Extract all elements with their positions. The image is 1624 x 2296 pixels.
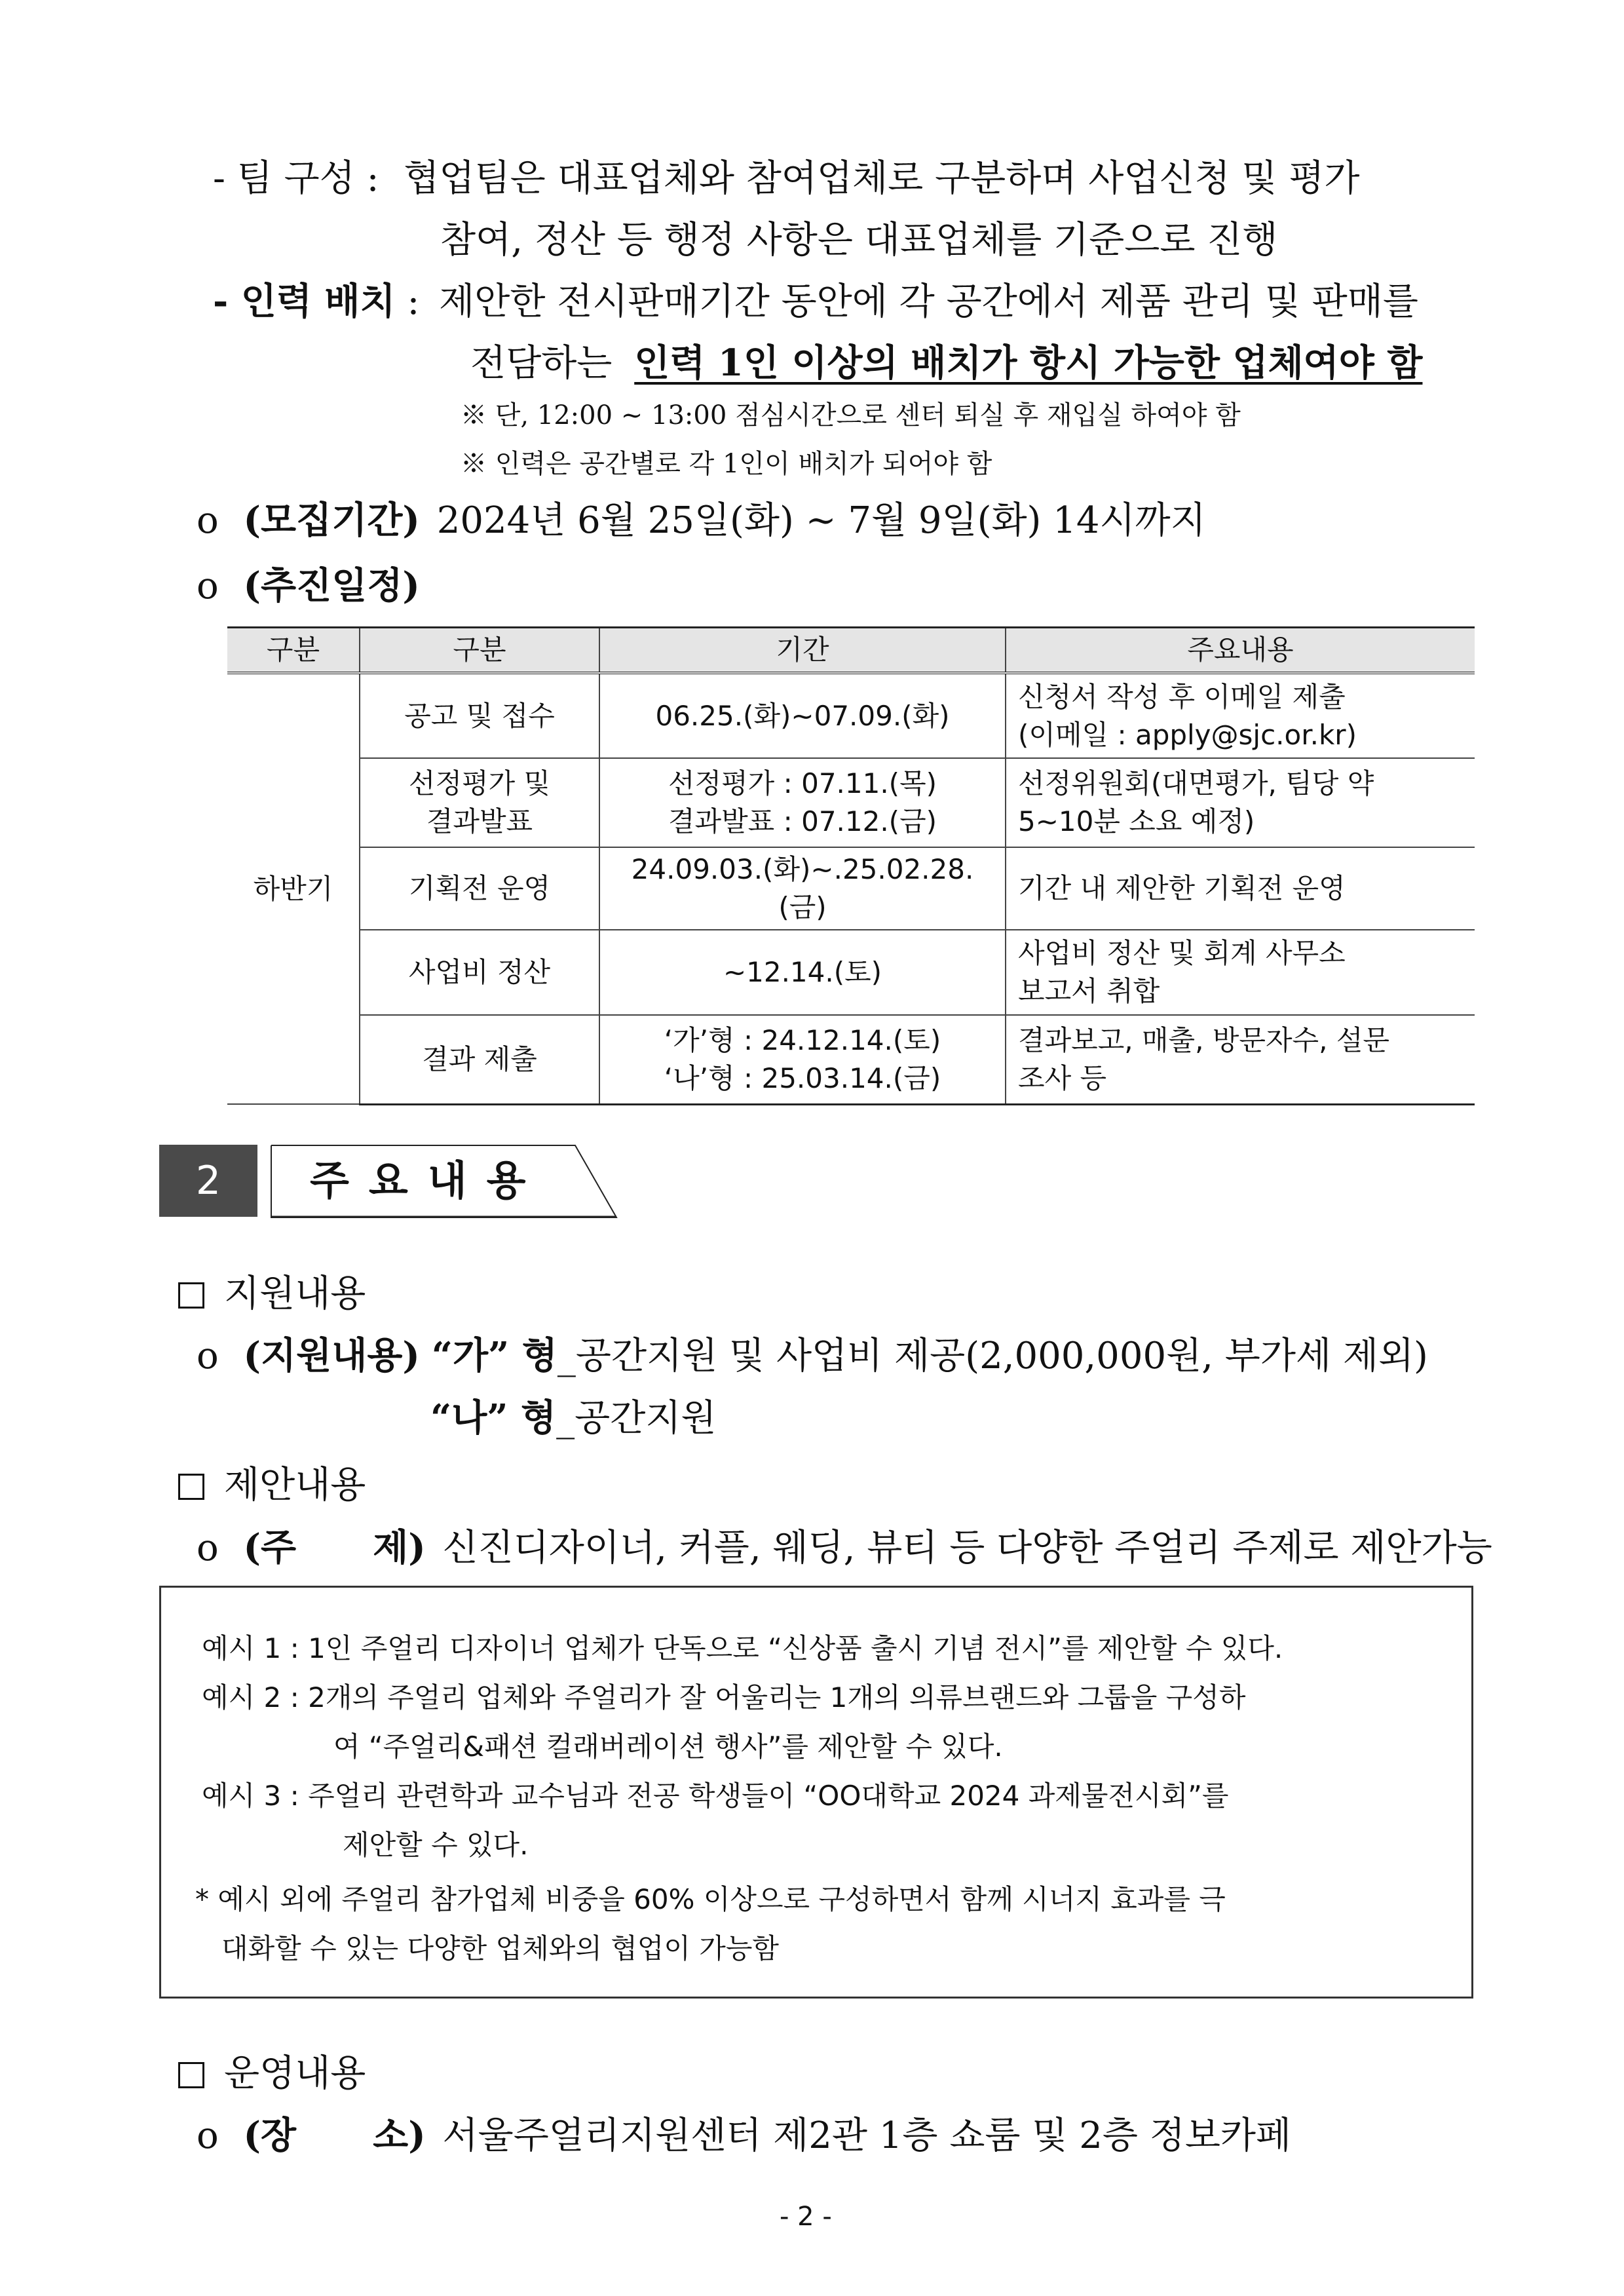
operation-label: (장 소) — [243, 2114, 426, 2157]
staff-colon: : — [407, 280, 420, 323]
operation-heading — [178, 2044, 366, 2097]
row-name-text: 선정평가 및 — [408, 767, 551, 799]
row-date — [599, 758, 1006, 847]
row-content-text: 조사 등 — [1018, 1062, 1107, 1094]
staff-placement-line2 — [470, 334, 1422, 387]
row-content-text: (이메일 : apply@sjc.or.kr) — [1018, 718, 1357, 751]
row-date-text: 06.25.(화)~07.09.(화) — [655, 699, 950, 732]
row-name — [360, 930, 599, 1015]
team-text-line2: 참여, 정산 등 행정 사항은 대표업체를 기준으로 진행 — [440, 219, 1278, 261]
bullet: o — [197, 1335, 219, 1377]
support-line-a — [197, 1327, 1428, 1379]
support-type-b: “나” 형 — [430, 1396, 557, 1440]
support-line-b — [430, 1389, 717, 1442]
operation-heading-text: 운영내용 — [224, 2052, 366, 2095]
table-row — [227, 930, 1475, 1015]
row-date — [599, 673, 1006, 758]
row-date — [599, 847, 1006, 930]
operation-line — [197, 2107, 1291, 2159]
row-date — [599, 1015, 1006, 1104]
row-name-text: 사업비 정산 — [408, 956, 551, 988]
example-1: 예시 1 : 1인 주얼리 디자이너 업체가 단독으로 “신상품 출시 기념 전시”를 제안할 수 있다. — [202, 1632, 1283, 1664]
row-name-text: 공고 및 접수 — [404, 699, 555, 732]
row-name — [360, 847, 599, 930]
page-number: - 2 - — [780, 2202, 832, 2232]
schedule-heading — [197, 557, 420, 609]
support-text-b: _공간지원 — [556, 1397, 717, 1440]
example-2-line2: 여 “주얼리&패션 컬래버레이션 행사”를 제안할 수 있다. — [333, 1731, 1003, 1763]
table-row — [227, 673, 1475, 758]
row-content-text: 5~10분 소요 예정) — [1018, 805, 1255, 837]
staff-line2-prefix: 전담하는 — [470, 342, 613, 385]
row-content-text: 결과보고, 매출, 방문자수, 설문 — [1018, 1024, 1389, 1056]
example-3-line1: 예시 3 : 주얼리 관련학과 교수님과 전공 학생들이 “OO대학교 2024 과제물전시회”를 — [202, 1780, 1229, 1812]
row-content — [1006, 930, 1475, 1015]
row-date-text: 선정평가 : 07.11.(목) — [668, 767, 937, 799]
example-2-line1: 예시 2 : 2개의 주얼리 업체와 주얼리가 잘 어울리는 1개의 의류브랜드와 그룹을 구성하 — [202, 1681, 1246, 1713]
row-content-text: 선정위원회(대면평가, 팀당 약 — [1018, 767, 1374, 799]
row-name — [360, 673, 599, 758]
example-3-line2: 제안할 수 있다. — [343, 1829, 529, 1861]
team-composition-line1 — [213, 149, 1360, 202]
header-item: 구분 — [360, 628, 599, 674]
row-content-text: 기간 내 제안한 기획전 운영 — [1018, 872, 1346, 904]
team-text-line1: 협업팀은 대표업체와 참여업체로 구분하며 사업신청 및 평가 — [404, 157, 1360, 200]
staff-text-line1: 제안한 전시판매기간 동안에 각 공간에서 제품 관리 및 판매를 — [439, 280, 1418, 323]
schedule-label: (추진일정) — [243, 564, 420, 607]
support-heading-text: 지원내용 — [224, 1272, 366, 1315]
team-label: - 팀 구성 : — [213, 157, 379, 200]
staff-placement-line1 — [213, 273, 1418, 325]
schedule-table — [227, 626, 1475, 1105]
staff-note-per-space: ※ 인력은 공간별로 각 1인이 배치가 되어야 함 — [461, 449, 992, 479]
examples-note-line1: * 예시 외에 주얼리 참가업체 비중을 60% 이상으로 구성하면서 함께 시너지 효과를 극 — [195, 1883, 1226, 1915]
support-text-a: _공간지원 및 사업비 제공(2,000,000원, 부가세 제외) — [557, 1335, 1428, 1377]
table-header-row — [227, 628, 1475, 674]
row-content — [1006, 758, 1475, 847]
staff-note-lunch: ※ 단, 12:00 ~ 13:00 점심시간으로 센터 퇴실 후 재입실 하여야 함 — [461, 400, 1241, 430]
recruit-period — [197, 491, 1206, 544]
recruit-text: 2024년 6월 25일(화) ~ 7월 9일(화) 14시까지 — [436, 499, 1206, 542]
header-content: 주요내용 — [1006, 628, 1475, 674]
table-row — [227, 758, 1475, 847]
row-content — [1006, 847, 1475, 930]
header-category: 구분 — [227, 628, 360, 674]
section-title: 주요내용 — [310, 1157, 546, 1204]
bullet: o — [197, 1527, 219, 1569]
operation-text: 서울주얼리지원센터 제2관 1층 쇼룸 및 2층 정보카페 — [442, 2114, 1292, 2157]
row-name-text: 결과 제출 — [422, 1043, 537, 1075]
support-type-a: “가” 형 — [431, 1334, 557, 1377]
row-content — [1006, 673, 1475, 758]
checkbox-icon — [178, 1282, 204, 1309]
row-name-text: 결과발표 — [426, 805, 533, 837]
section-number: 2 — [159, 1145, 257, 1217]
bullet: o — [197, 499, 219, 542]
bullet: o — [197, 2114, 219, 2157]
row-date-text: ‘나’형 : 25.03.14.(금) — [664, 1062, 941, 1094]
row-date-text: ‘가’형 : 24.12.14.(토) — [664, 1024, 941, 1056]
section-title-box — [271, 1145, 618, 1218]
row-date — [599, 930, 1006, 1015]
row-date-text: 결과발표 : 07.12.(금) — [668, 805, 937, 837]
row-content-text: 사업비 정산 및 회계 사무소 — [1018, 937, 1346, 969]
support-label: (지원내용) — [243, 1334, 420, 1377]
row-date-text: ~12.14.(토) — [723, 956, 882, 988]
table-row — [227, 1015, 1475, 1104]
header-period: 기간 — [599, 628, 1006, 674]
support-heading — [178, 1265, 366, 1317]
proposal-heading-text: 제안내용 — [224, 1464, 366, 1506]
row-name — [360, 1015, 599, 1104]
proposal-heading — [178, 1456, 366, 1508]
bullet: o — [197, 565, 219, 607]
proposal-label: (주 제) — [243, 1526, 426, 1569]
proposal-line — [197, 1519, 1492, 1571]
row-date-text: 24.09.03.(화)~.25.02.28.(금) — [631, 853, 974, 923]
examples-box — [159, 1586, 1473, 1999]
checkbox-icon — [178, 1474, 204, 1500]
staff-requirement: 인력 1인 이상의 배치가 항시 가능한 업체여야 함 — [634, 341, 1423, 385]
row-name — [360, 758, 599, 847]
examples-note-line2: 대화할 수 있는 다양한 업체와의 협업이 가능함 — [221, 1932, 779, 1964]
table-row — [227, 847, 1475, 930]
staff-label: - 인력 배치 — [213, 280, 396, 323]
checkbox-icon — [178, 2062, 204, 2088]
row-content — [1006, 1015, 1475, 1104]
row-content-text: 신청서 작성 후 이메일 제출 — [1018, 680, 1346, 713]
row-name-text: 기획전 운영 — [408, 872, 551, 904]
row-content-text: 보고서 취합 — [1018, 975, 1160, 1007]
period-cell: 하반기 — [227, 673, 360, 1104]
recruit-label: (모집기간) — [243, 499, 420, 542]
proposal-text: 신진디자이너, 커플, 웨딩, 뷰티 등 다양한 주얼리 주제로 제안가능 — [442, 1527, 1492, 1569]
